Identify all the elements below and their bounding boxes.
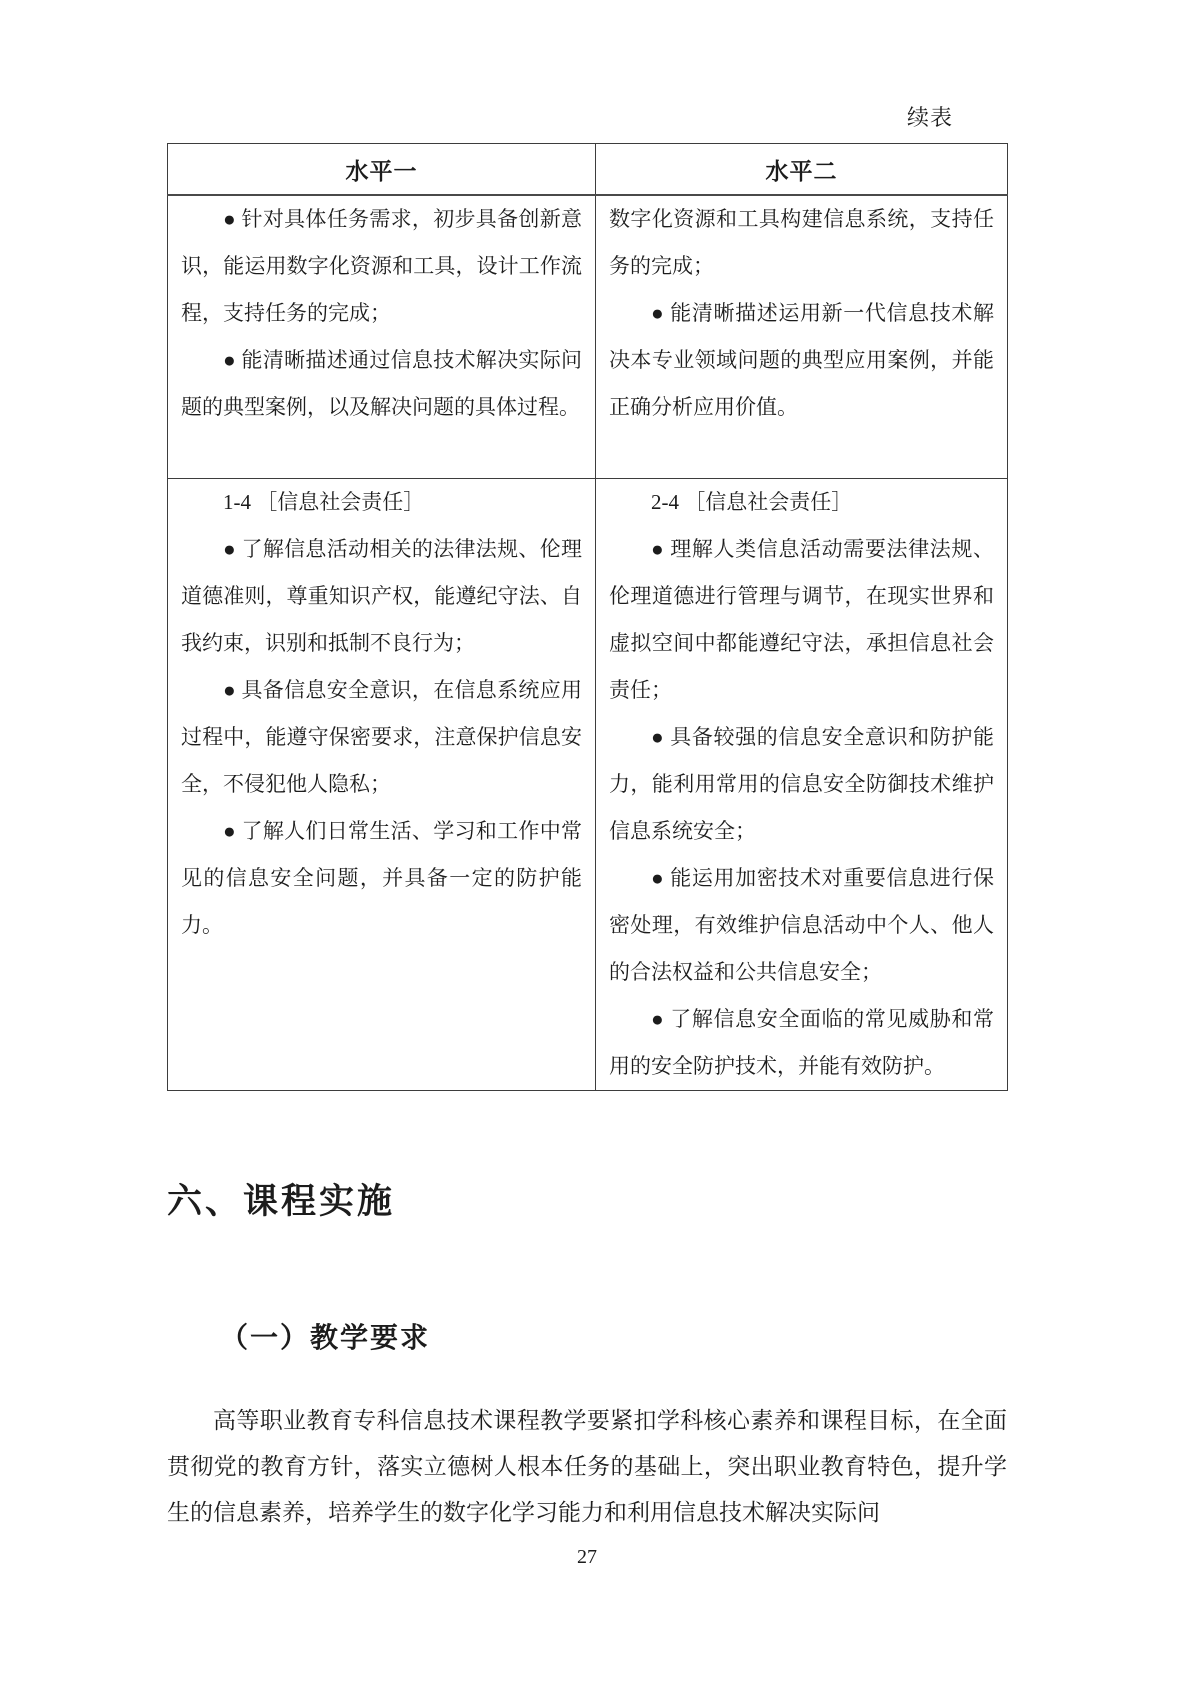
- cell-row2-level-two: [596, 479, 1008, 1091]
- cell-row1-level-one: [168, 195, 596, 479]
- bullet-item: ● 具备较强的信息安全意识和防护能力，能利用常用的信息安全防御技术维护信息系统安全；: [609, 725, 994, 843]
- table-row: [168, 479, 1008, 1091]
- bullet-item: ● 具备信息安全意识，在信息系统应用过程中，能遵守保密要求，注意保护信息安全，不侵犯他人隐私；: [181, 678, 582, 796]
- bullet-item: ● 理解人类信息活动需要法律法规、伦理道德进行管理与调节，在现实世界和虚拟空间中都能遵纪守法，承担信息社会责任；: [609, 537, 994, 702]
- bullet-item: ● 针对具体任务需求，初步具备创新意识，能运用数字化资源和工具，设计工作流程，支持任务的完成；: [181, 207, 582, 325]
- bullet-item: ● 了解人们日常生活、学习和工作中常见的信息安全问题，并具备一定的防护能力。: [181, 819, 582, 937]
- cell-row2-level-one: [168, 479, 596, 1091]
- competency-levels-table: [167, 143, 1008, 1091]
- competency-code-label: 1-4 ［信息社会责任］: [223, 490, 425, 514]
- subsection-heading: （一）教学要求: [220, 1323, 431, 1354]
- table-row: [168, 195, 1008, 479]
- table-header-level-one: 水平一: [168, 144, 596, 196]
- table-header-level-two: 水平二: [596, 144, 1008, 196]
- cell-row1-level-two: [596, 195, 1008, 479]
- bullet-item: ● 能清晰描述运用新一代信息技术解决本专业领域问题的典型应用案例，并能正确分析应用价值。: [609, 301, 994, 419]
- bullet-item: ● 了解信息活动相关的法律法规、伦理道德准则，尊重知识产权，能遵纪守法、自我约束，识别和抵制不良行为；: [181, 537, 582, 655]
- competency-code-label: 2-4 ［信息社会责任］: [651, 490, 853, 514]
- bullet-item: ● 了解信息安全面临的常见威胁和常用的安全防护技术，并能有效防护。: [609, 1007, 994, 1078]
- section-heading: 六、课程实施: [167, 1182, 396, 1221]
- table-header-row: [168, 144, 1008, 196]
- bullet-item: ● 能清晰描述通过信息技术解决实际问题的典型案例，以及解决问题的具体过程。: [181, 348, 582, 419]
- body-paragraph: 高等职业教育专科信息技术课程教学要紧扣学科核心素养和课程目标，在全面贯彻党的教育方针，落实立德树人根本任务的基础上，突出职业教育特色，提升学生的信息素养，培养学生的数字化学习能力和利用信息技术解决实际问: [167, 1408, 1007, 1525]
- bullet-item: ● 能运用加密技术对重要信息进行保密处理，有效维护信息活动中个人、他人的合法权益和公共信息安全；: [609, 866, 994, 984]
- page-number: 27: [577, 1546, 597, 1568]
- continued-table-label: 续表: [906, 105, 953, 130]
- continuation-text: 数字化资源和工具构建信息系统，支持任务的完成；: [609, 207, 994, 278]
